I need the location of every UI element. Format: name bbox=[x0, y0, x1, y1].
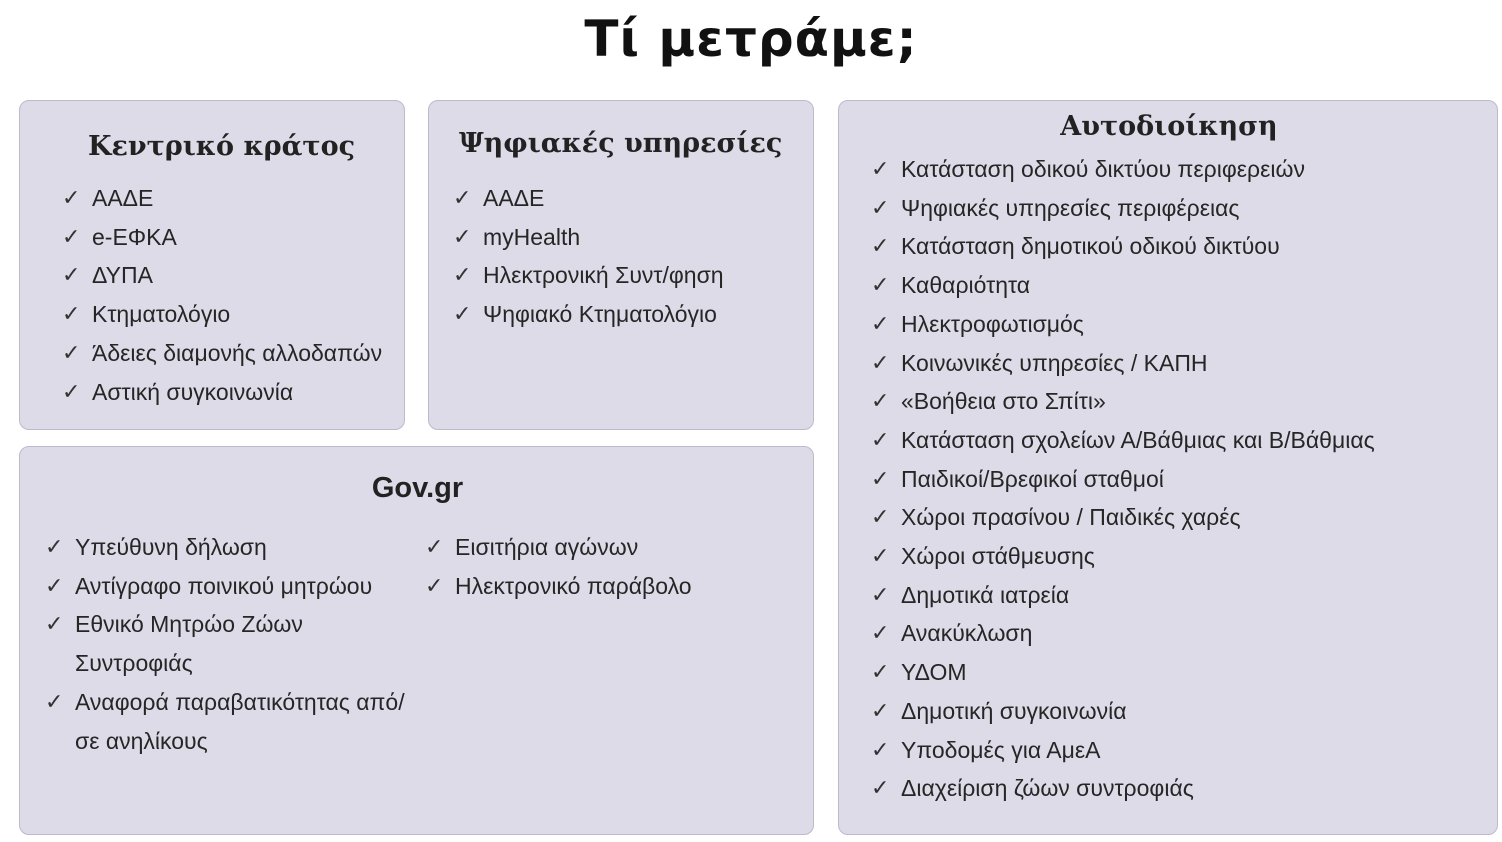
check-icon: ✓ bbox=[45, 534, 64, 559]
list-item-label: ΑΑΔΕ bbox=[92, 185, 154, 211]
check-icon: ✓ bbox=[871, 310, 890, 336]
list-item-label: Εισιτήρια αγώνων bbox=[455, 534, 639, 560]
check-icon: ✓ bbox=[45, 688, 64, 714]
list-item bbox=[871, 227, 1375, 266]
list-item bbox=[45, 528, 405, 567]
list-item-label: Καθαριότητα bbox=[901, 272, 1031, 299]
list-item bbox=[62, 373, 382, 412]
check-icon: ✓ bbox=[453, 262, 472, 288]
check-icon: ✓ bbox=[871, 581, 890, 607]
list-item bbox=[453, 295, 724, 334]
list-item-label: Κατάσταση οδικού δικτύου περιφερειών bbox=[901, 156, 1305, 182]
list-item-label: Ανακύκλωση bbox=[901, 620, 1033, 647]
list-item bbox=[871, 614, 1375, 653]
list-item bbox=[871, 653, 1375, 692]
list-item-label: «Βοήθεια στο Σπίτι» bbox=[901, 388, 1106, 415]
list-item bbox=[62, 256, 382, 295]
list-item-label: myHealth bbox=[483, 223, 581, 250]
list-item-label: Κοινωνικές υπηρεσίες / ΚΑΠΗ bbox=[901, 349, 1208, 376]
list-item-label: Ηλεκτρονική Συντ/φηση bbox=[483, 262, 724, 289]
list-item bbox=[871, 731, 1375, 770]
list-item-label: Δημοτικά ιατρεία bbox=[901, 581, 1070, 608]
gov-gr-list-column-1 bbox=[45, 528, 405, 760]
digital-services-panel bbox=[428, 100, 814, 430]
list-item-label: Κατάσταση σχολείων Α/Βάθμιας και Β/Βάθμιας bbox=[901, 426, 1375, 453]
check-icon: ✓ bbox=[871, 620, 890, 646]
list-item-label: Υποδομές για ΑμεΑ bbox=[901, 736, 1101, 763]
list-item-label: Διαχείριση ζώων συντροφιάς bbox=[901, 775, 1194, 802]
list-item bbox=[62, 179, 382, 218]
check-icon: ✓ bbox=[45, 611, 64, 637]
check-icon: ✓ bbox=[871, 194, 890, 220]
list-item bbox=[45, 567, 405, 606]
list-item bbox=[62, 295, 382, 334]
list-item-label: Χώροι στάθμευσης bbox=[901, 543, 1095, 570]
list-item-label: Υπεύθυνη δήλωση bbox=[75, 534, 267, 560]
check-icon: ✓ bbox=[871, 465, 890, 491]
page-title: Τί μετράμε; bbox=[584, 10, 918, 68]
local-government-title: Αυτοδιοίκηση bbox=[1060, 111, 1278, 142]
list-item bbox=[62, 218, 382, 257]
check-icon: ✓ bbox=[871, 426, 890, 452]
list-item-label: Αστική συγκοινωνία bbox=[92, 378, 294, 405]
check-icon: ✓ bbox=[45, 572, 64, 598]
check-icon: ✓ bbox=[425, 572, 444, 598]
list-item-label: Αναφορά παραβατικότητας από/σε ανηλίκους bbox=[75, 688, 405, 754]
list-item bbox=[871, 266, 1375, 305]
list-item-label: ΥΔΟΜ bbox=[901, 659, 967, 686]
list-item-label: ΔΥΠΑ bbox=[92, 262, 153, 289]
check-icon: ✓ bbox=[62, 339, 81, 365]
check-icon: ✓ bbox=[871, 388, 890, 414]
gov-gr-title: Gov.gr bbox=[371, 472, 464, 504]
check-icon: ✓ bbox=[871, 736, 890, 762]
list-item bbox=[871, 382, 1375, 421]
list-item bbox=[871, 305, 1375, 344]
list-item-label: Δημοτική συγκοινωνία bbox=[901, 697, 1127, 724]
local-government-panel bbox=[838, 100, 1498, 835]
check-icon: ✓ bbox=[62, 378, 81, 404]
check-icon: ✓ bbox=[871, 156, 890, 181]
list-item-label: Ηλεκτροφωτισμός bbox=[901, 310, 1084, 337]
list-item-label: Κατάσταση δημοτικού οδικού δικτύου bbox=[901, 233, 1280, 260]
check-icon: ✓ bbox=[453, 223, 472, 249]
list-item-label: Ψηφιακό Κτηματολόγιο bbox=[483, 301, 717, 328]
check-icon: ✓ bbox=[453, 301, 472, 327]
check-icon: ✓ bbox=[871, 659, 890, 685]
check-icon: ✓ bbox=[871, 504, 890, 530]
digital-services-title: Ψηφιακές υπηρεσίες bbox=[459, 128, 783, 159]
list-item-label: Άδειες διαμονής αλλοδαπών bbox=[92, 339, 383, 366]
list-item bbox=[45, 605, 405, 682]
gov-gr-panel bbox=[19, 446, 814, 835]
list-item bbox=[425, 528, 692, 567]
list-item-label: Παιδικοί/Βρεφικοί σταθμοί bbox=[901, 465, 1164, 492]
list-item bbox=[453, 218, 724, 257]
central-state-list bbox=[62, 179, 382, 411]
check-icon: ✓ bbox=[871, 233, 890, 259]
list-item bbox=[871, 460, 1375, 499]
list-item-label: Αντίγραφο ποινικού μητρώου bbox=[75, 572, 373, 599]
list-item-label: ΑΑΔΕ bbox=[483, 185, 545, 211]
list-item bbox=[871, 150, 1375, 189]
check-icon: ✓ bbox=[62, 223, 81, 249]
check-icon: ✓ bbox=[62, 301, 81, 327]
list-item bbox=[871, 537, 1375, 576]
list-item bbox=[871, 344, 1375, 383]
list-item bbox=[871, 769, 1375, 808]
check-icon: ✓ bbox=[871, 775, 890, 801]
list-item bbox=[871, 189, 1375, 228]
list-item bbox=[871, 576, 1375, 615]
list-item-label: Ψηφιακές υπηρεσίες περιφέρειας bbox=[901, 194, 1240, 221]
list-item-label: e-ΕΦΚΑ bbox=[92, 223, 177, 250]
list-item bbox=[871, 421, 1375, 460]
check-icon: ✓ bbox=[453, 185, 472, 210]
list-item bbox=[45, 683, 405, 760]
list-item bbox=[871, 692, 1375, 731]
digital-services-list bbox=[453, 179, 724, 334]
list-item bbox=[871, 498, 1375, 537]
check-icon: ✓ bbox=[871, 349, 890, 375]
list-item-label: Εθνικό Μητρώο Ζώων Συντροφιάς bbox=[75, 611, 303, 677]
check-icon: ✓ bbox=[62, 262, 81, 288]
central-state-title: Κεντρικό κράτος bbox=[88, 131, 356, 162]
check-icon: ✓ bbox=[62, 185, 81, 210]
list-item-label: Χώροι πρασίνου / Παιδικές χαρές bbox=[901, 504, 1241, 531]
list-item bbox=[453, 179, 724, 218]
check-icon: ✓ bbox=[871, 543, 890, 569]
list-item bbox=[425, 567, 692, 606]
gov-gr-list-column-2 bbox=[425, 528, 692, 605]
check-icon: ✓ bbox=[871, 697, 890, 723]
check-icon: ✓ bbox=[871, 272, 890, 298]
central-state-panel bbox=[19, 100, 405, 430]
list-item bbox=[62, 334, 382, 373]
check-icon: ✓ bbox=[425, 534, 444, 559]
list-item-label: Κτηματολόγιο bbox=[92, 301, 231, 328]
list-item-label: Ηλεκτρονικό παράβολο bbox=[455, 572, 692, 599]
local-government-list bbox=[871, 150, 1375, 808]
list-item bbox=[453, 256, 724, 295]
